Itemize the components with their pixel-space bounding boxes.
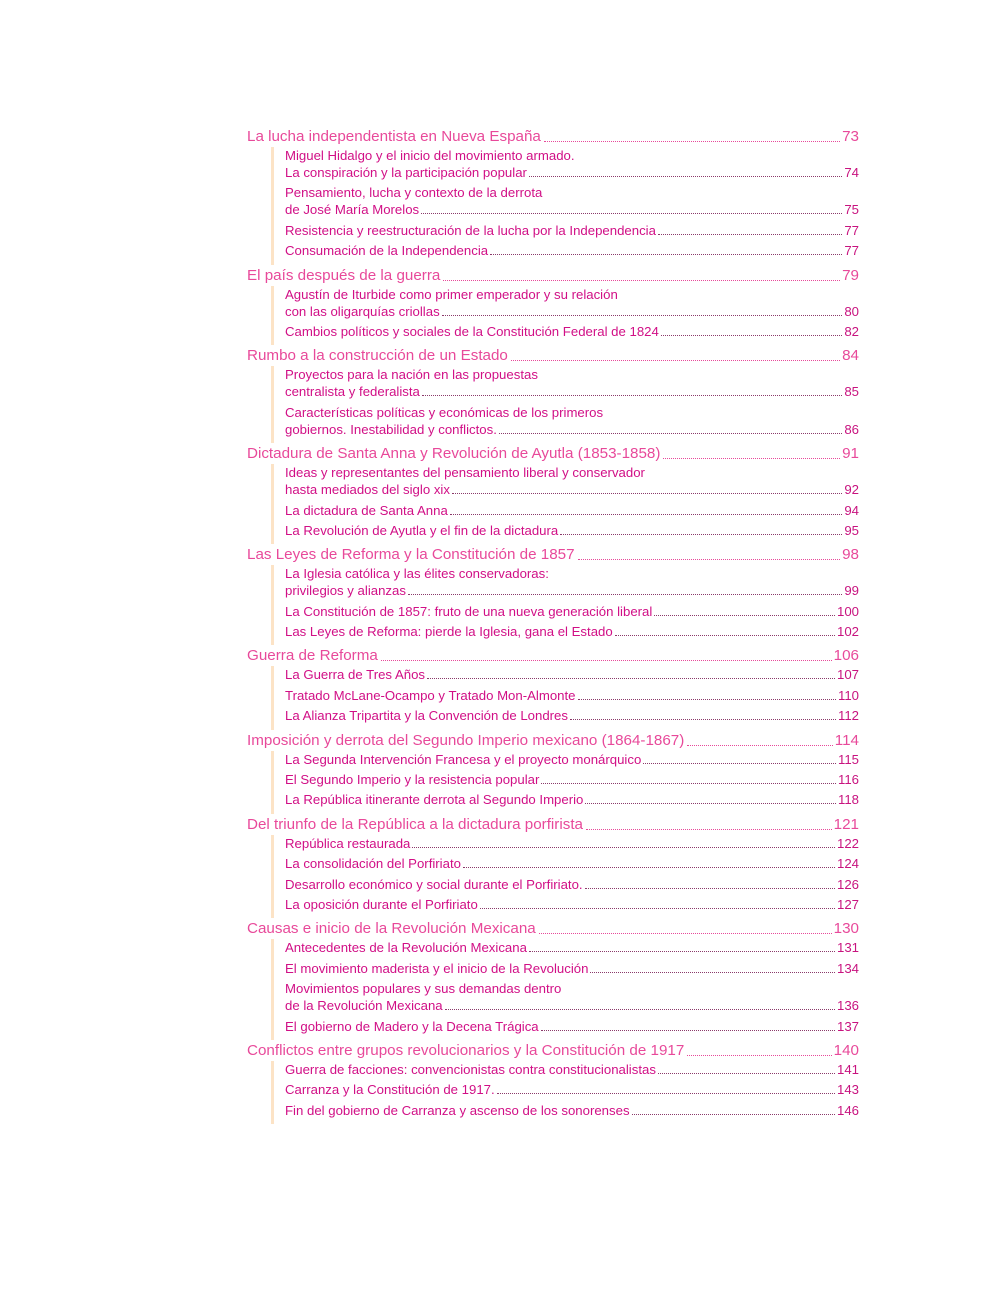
dot-leader [480,908,835,909]
entry-title-line: de la Revolución Mexicana [285,998,443,1014]
entry-title-line: Pensamiento, lucha y contexto de la derrota [285,185,543,201]
toc-entry[interactable] [285,876,859,893]
dot-leader [654,615,835,616]
toc-section [247,126,859,265]
entry-page-number: 74 [844,165,859,180]
section-page-number: 130 [833,920,859,938]
toc-entry[interactable] [285,286,859,320]
toc-subentries [271,565,859,645]
entry-title-line: Cambios políticos y sociales de la Constitución Federal de 1824 [285,323,659,339]
entry-title-line: Antecedentes de la Revolución Mexicana [285,940,527,956]
entry-title-line: Las Leyes de Reforma: pierde la Iglesia, gana el Estado [285,624,613,640]
dot-leader [529,951,835,952]
entry-row [285,960,859,977]
toc-section-heading[interactable] [247,544,859,565]
toc-entry[interactable] [285,1102,859,1119]
entry-row [285,997,859,1014]
toc-entry[interactable] [285,1081,859,1098]
toc-entry[interactable] [285,855,859,872]
toc-section-heading[interactable] [247,918,859,939]
toc-section-heading[interactable] [247,730,859,751]
entry-row [285,623,859,640]
entry-row [285,1081,859,1098]
entry-row [285,771,859,788]
toc-subentries [271,464,859,544]
section-page-number: 91 [842,445,859,463]
entry-page-number: 80 [844,303,859,319]
entry-row [285,323,859,340]
dot-leader [463,867,835,868]
dot-leader [408,594,842,595]
section-page-number: 84 [842,347,859,365]
dot-leader [585,803,836,804]
entry-row [285,876,859,893]
entry-page-number: 146 [836,1102,859,1118]
entry-title-line: Movimientos populares y sus demandas dentro [285,981,562,997]
section-title: Guerra de Reforma [247,647,378,665]
entry-title-line: Proyectos para la nación en las propuestas [285,367,538,383]
entry-row [285,582,859,599]
toc-entry[interactable] [285,147,859,181]
toc-entry[interactable] [285,184,859,218]
toc-section-heading[interactable] [247,814,859,835]
entry-title-line: República restaurada [285,835,411,851]
toc-subentries [271,939,859,1040]
toc-entry[interactable] [285,366,859,400]
entry-row [285,421,859,438]
toc-section-heading[interactable] [247,265,859,286]
dot-leader [452,493,842,494]
entry-page-number: 122 [836,835,859,851]
toc-entry[interactable] [285,242,859,259]
toc-section-heading[interactable] [247,1040,859,1061]
dot-leader [539,933,832,934]
entry-row [285,855,859,872]
entry-row [285,1018,859,1035]
entry-row [285,201,859,218]
entry-row [285,835,859,852]
entry-page-number: 124 [836,856,859,872]
toc-entry[interactable] [285,502,859,519]
entry-page-number: 115 [837,751,859,767]
toc-entry[interactable] [285,222,859,239]
entry-page-number: 110 [837,687,859,703]
section-title: Del triunfo de la República a la dictadura porfirista [247,815,583,833]
toc-section-heading[interactable] [247,645,859,666]
entry-row [285,791,859,808]
entry-page-number: 134 [836,960,859,976]
entry-page-number: 100 [836,603,859,619]
dot-leader [490,254,842,255]
section-title: Rumbo a la construcción de un Estado [247,347,508,365]
entry-title-line: Fin del gobierno de Carranza y ascenso de los sonorenses [285,1102,630,1118]
entry-title-line: Miguel Hidalgo y el inicio del movimiento armado. [285,148,575,163]
toc-section [247,265,859,346]
entry-title-line: La dictadura de Santa Anna [285,502,448,518]
toc-section-heading[interactable] [247,345,859,366]
section-title: Conflictos entre grupos revolucionarios y la Constitución de 1917 [247,1041,685,1059]
dot-leader [443,280,840,281]
section-title: El país después de la guerra [247,266,441,284]
entry-page-number: 102 [836,624,859,640]
entry-page-number: 141 [836,1061,859,1077]
entry-title-line: Resistencia y reestructuración de la lucha por la Independencia [285,222,656,238]
toc-entry[interactable] [285,565,859,599]
entry-title-line: Ideas y representantes del pensamiento liberal y conservador [285,465,645,481]
dot-leader [585,888,835,889]
section-page-number: 121 [833,815,859,833]
dot-leader [586,829,832,830]
entry-title-line: Guerra de facciones: convencionistas contra constitucionalistas [285,1061,656,1077]
toc-entry[interactable] [285,1061,859,1078]
entry-row [285,242,859,259]
section-page-number: 114 [834,731,859,749]
toc-entry[interactable] [285,707,859,724]
dot-leader [427,678,835,679]
dot-leader [497,1093,835,1094]
entry-title-line: La Constitución de 1857: fruto de una nueva generación liberal [285,603,653,619]
dot-leader [658,234,842,235]
toc-subentries [271,1061,859,1124]
entry-page-number: 82 [844,323,859,339]
entry-title-line: La Segunda Intervención Francesa y el proyecto monárquico [285,751,642,767]
entry-title-line: La Revolución de Ayutla y el fin de la dictadura [285,522,559,538]
entry-title-line: La consolidación del Porfiriato [285,856,461,872]
table-of-contents [247,126,859,1124]
dot-leader [499,433,842,434]
entry-row [285,481,859,498]
dot-leader [445,1009,835,1010]
entry-title-line: centralista y federalista [285,384,420,400]
toc-entry[interactable] [285,939,859,956]
entry-title-line: La conspiración y la participación popular [285,165,527,180]
dot-leader [661,335,842,336]
entry-page-number: 95 [844,522,859,538]
toc-entry[interactable] [285,404,859,438]
toc-entry[interactable] [285,771,859,788]
entry-page-number: 116 [837,772,859,788]
toc-entry[interactable] [285,835,859,852]
entry-title-line: La Guerra de Tres Años [285,667,426,683]
dot-leader [578,559,841,560]
toc-section-heading[interactable] [247,126,859,147]
toc-section [247,814,859,919]
entry-page-number: 131 [836,940,859,956]
toc-section [247,544,859,645]
entry-row [285,303,859,320]
entry-title-line: Características políticas y económicas de los primeros [285,404,604,420]
entry-page-number: 77 [844,222,859,238]
entry-title-line: El gobierno de Madero y la Decena Trágica [285,1018,539,1034]
entry-page-number: 126 [836,876,859,892]
entry-title-line: El Segundo Imperio y la resistencia popular [285,772,540,788]
toc-entry[interactable] [285,896,859,913]
entry-row [285,666,859,683]
section-page-number: 79 [842,266,859,284]
section-title: Dictadura de Santa Anna y Revolución de Ayutla (1853-1858) [247,445,661,463]
dot-leader [643,763,836,764]
toc-section [247,918,859,1040]
entry-page-number: 77 [844,243,859,259]
entry-row [285,222,859,239]
toc-entry[interactable] [285,522,859,539]
entry-page-number: 137 [836,1018,859,1034]
section-title: Las Leyes de Reforma y la Constitución de 1857 [247,546,575,564]
entry-row [285,939,859,956]
entry-title-line: de José María Morelos [285,202,420,218]
entry-title-line: La Iglesia católica y las élites conservadoras: [285,566,549,582]
entry-page-number: 99 [844,583,859,599]
entry-title-line: La oposición durante el Porfiriato [285,896,478,912]
entry-page-number: 118 [837,792,859,808]
dot-leader [412,847,835,848]
entry-title-line: privilegios y alianzas [285,583,406,599]
toc-subentries [271,286,859,346]
entry-page-number: 107 [836,667,859,683]
toc-entry[interactable] [285,1018,859,1035]
toc-entry[interactable] [285,751,859,768]
toc-entry[interactable] [285,603,859,620]
section-page-number: 98 [842,546,859,564]
dot-leader [421,213,842,214]
dot-leader [541,1030,835,1031]
entry-title-line: El movimiento maderista y el inicio de la Revolución [285,960,589,976]
entry-row [285,687,859,704]
section-page-number: 140 [833,1041,859,1059]
dot-leader [511,360,840,361]
entry-row [285,603,859,620]
toc-entry[interactable] [285,687,859,704]
toc-entry[interactable] [285,464,859,498]
toc-section [247,645,859,729]
dot-leader [450,514,843,515]
toc-subentries [271,835,859,919]
toc-entry[interactable] [285,791,859,808]
toc-section [247,730,859,814]
dot-leader [687,745,832,746]
entry-page-number: 92 [844,482,859,498]
entry-row [285,383,859,400]
entry-page-number: 94 [844,502,859,518]
entry-page-number: 127 [836,896,859,912]
toc-subentries [271,147,859,265]
entry-page-number: 136 [836,998,859,1014]
toc-section-heading[interactable] [247,443,859,464]
toc-entry[interactable] [285,623,859,640]
entry-title-line: hasta mediados del siglo xix [285,482,450,498]
dot-leader [615,635,835,636]
entry-title-line: Carranza y la Constitución de 1917. [285,1082,495,1098]
dot-leader [663,458,840,459]
entry-row [285,1102,859,1119]
toc-section [247,345,859,443]
entry-title-line: Desarrollo económico y social durante el Porfiriato. [285,876,583,892]
toc-entry[interactable] [285,960,859,977]
dot-leader [658,1073,835,1074]
toc-entry[interactable] [285,980,859,1014]
entry-page-number: 112 [837,708,859,724]
entry-row [285,707,859,724]
dot-leader [578,699,836,700]
entry-page-number: 143 [836,1082,859,1098]
dot-leader [560,534,842,535]
section-page-number: 73 [842,128,859,145]
toc-subentries [271,751,859,814]
toc-subentries [271,666,859,729]
entry-row [285,522,859,539]
toc-section [247,443,859,544]
toc-entry[interactable] [285,323,859,340]
toc-section [247,1040,859,1124]
dot-leader [422,395,842,396]
entry-title-line: La República itinerante derrota al Segundo Imperio [285,792,584,808]
dot-leader [381,660,832,661]
toc-entry[interactable] [285,666,859,683]
entry-title-line: con las oligarquías criollas [285,303,440,319]
section-title: La lucha independentista en Nueva España [247,128,541,145]
entry-title-line: gobiernos. Inestabilidad y conflictos. [285,421,497,437]
entry-row [285,164,859,181]
section-title: Causas e inicio de la Revolución Mexicana [247,920,536,938]
dot-leader [687,1055,831,1056]
section-title: Imposición y derrota del Segundo Imperio mexicano (1864-1867) [247,731,685,749]
entry-page-number: 85 [844,384,859,400]
entry-row [285,751,859,768]
dot-leader [544,141,840,142]
entry-row [285,502,859,519]
entry-title-line: Agustín de Iturbide como primer emperador y su relación [285,286,618,302]
dot-leader [541,783,836,784]
dot-leader [632,1114,835,1115]
entry-row [285,1061,859,1078]
entry-title-line: Tratado McLane-Ocampo y Tratado Mon-Almonte [285,687,576,703]
entry-row [285,896,859,913]
toc-subentries [271,366,859,443]
dot-leader [442,315,843,316]
dot-leader [590,972,835,973]
entry-page-number: 75 [844,202,859,218]
entry-title-line: La Alianza Tripartita y la Convención de Londres [285,708,568,724]
section-page-number: 106 [833,647,859,665]
dot-leader [529,176,842,177]
dot-leader [570,719,836,720]
entry-title-line: Consumación de la Independencia [285,243,489,259]
entry-page-number: 86 [844,421,859,437]
